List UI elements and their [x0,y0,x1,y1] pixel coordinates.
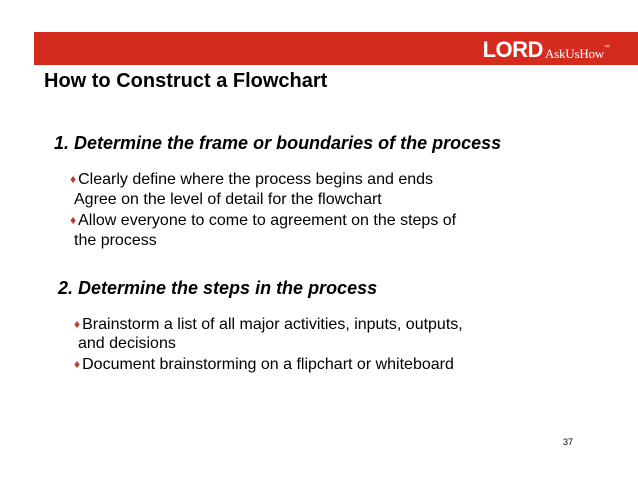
logo-main-text: LORD [482,37,543,62]
lord-logo [483,37,610,61]
bullet-text: Clearly define where the process begins and ends [78,171,434,188]
bullet-text: Agree on the level of detail for the flowchart [74,191,382,208]
header-bar [34,32,638,65]
bullet-item [74,315,463,335]
bullet-item [74,355,454,375]
red-diamond-bullet-icon: ♦ [70,213,77,227]
logo-tagline: AskUsHow [544,46,604,61]
bullet-item-continued [78,334,176,353]
red-diamond-bullet-icon: ♦ [74,357,81,371]
red-diamond-bullet-icon: ♦ [70,172,77,186]
bullet-item-continued [74,231,157,250]
red-diamond-bullet-icon: ♦ [74,317,81,331]
slide-title: How to Construct a Flowchart [44,70,328,92]
bullet-item-continued [74,190,382,209]
bullet-item [70,211,456,231]
bullet-text: and decisions [78,335,176,352]
bullet-item [70,170,433,190]
section-heading-1: 1. Determine the frame or boundaries of the process [54,133,502,153]
page-number: 37 [563,437,574,447]
logo-trademark: ™ [604,45,610,51]
section-heading-2: 2. Determine the steps in the process [58,278,378,298]
bullet-text: Allow everyone to come to agreement on the steps of [78,212,457,229]
bullet-text: the process [74,232,157,249]
bullet-text: Document brainstorming on a flipchart or whiteboard [82,356,454,373]
bullet-text: Brainstorm a list of all major activities, inputs, outputs, [82,316,463,333]
